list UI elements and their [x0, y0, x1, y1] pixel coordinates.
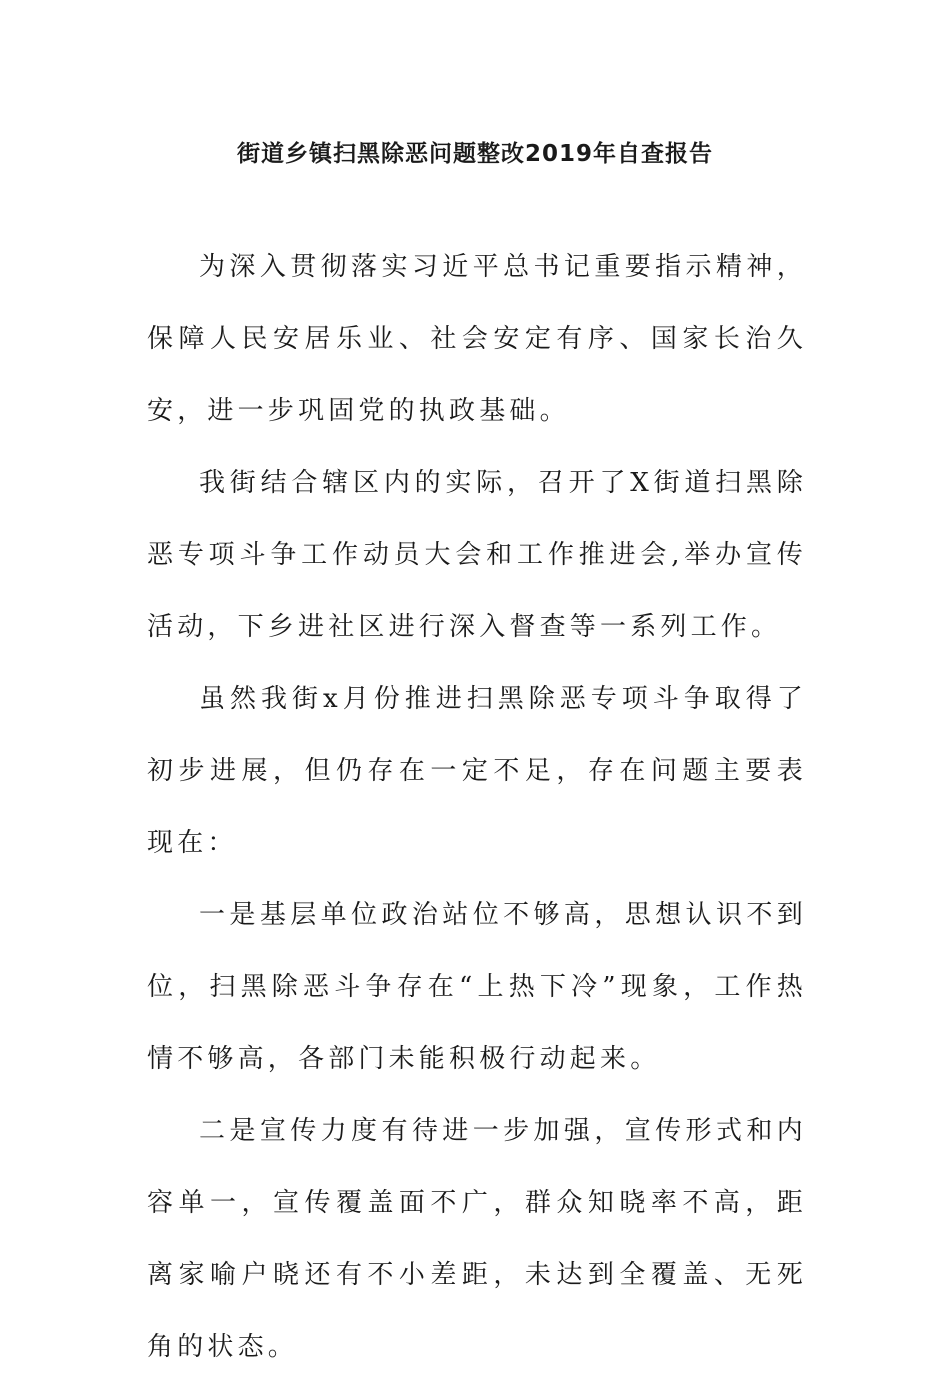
paragraph-5: 二是宣传力度有待进一步加强，宣传形式和内容单一，宣传覆盖面不广，群众知晓率不高，距离家喻户晓还有不小差距，未达到全覆盖、无死角的状态。	[147, 1116, 807, 1362]
paragraph-4: 一是基层单位政治站位不够高，思想认识不到位，扫黑除恶斗争存在“上热下冷”现象，工作热情不够高，各部门未能积极行动起来。	[147, 900, 807, 1074]
paragraph-2: 我街结合辖区内的实际，召开了X街道扫黑除恶专项斗争工作动员大会和工作推进会,举办宣传活动，下乡进社区进行深入督查等一系列工作。	[147, 468, 807, 642]
document-body	[147, 231, 807, 1383]
paragraph-3: 虽然我街x月份推进扫黑除恶专项斗争取得了初步进展，但仍存在一定不足，存在问题主要表现在：	[147, 684, 807, 858]
document-title: 街道乡镇扫黑除恶问题整改2019年自查报告	[236, 141, 713, 167]
paragraph-1: 为深入贯彻落实习近平总书记重要指示精神，保障人民安居乐业、社会安定有序、国家长治久安，进一步巩固党的执政基础。	[147, 252, 807, 426]
